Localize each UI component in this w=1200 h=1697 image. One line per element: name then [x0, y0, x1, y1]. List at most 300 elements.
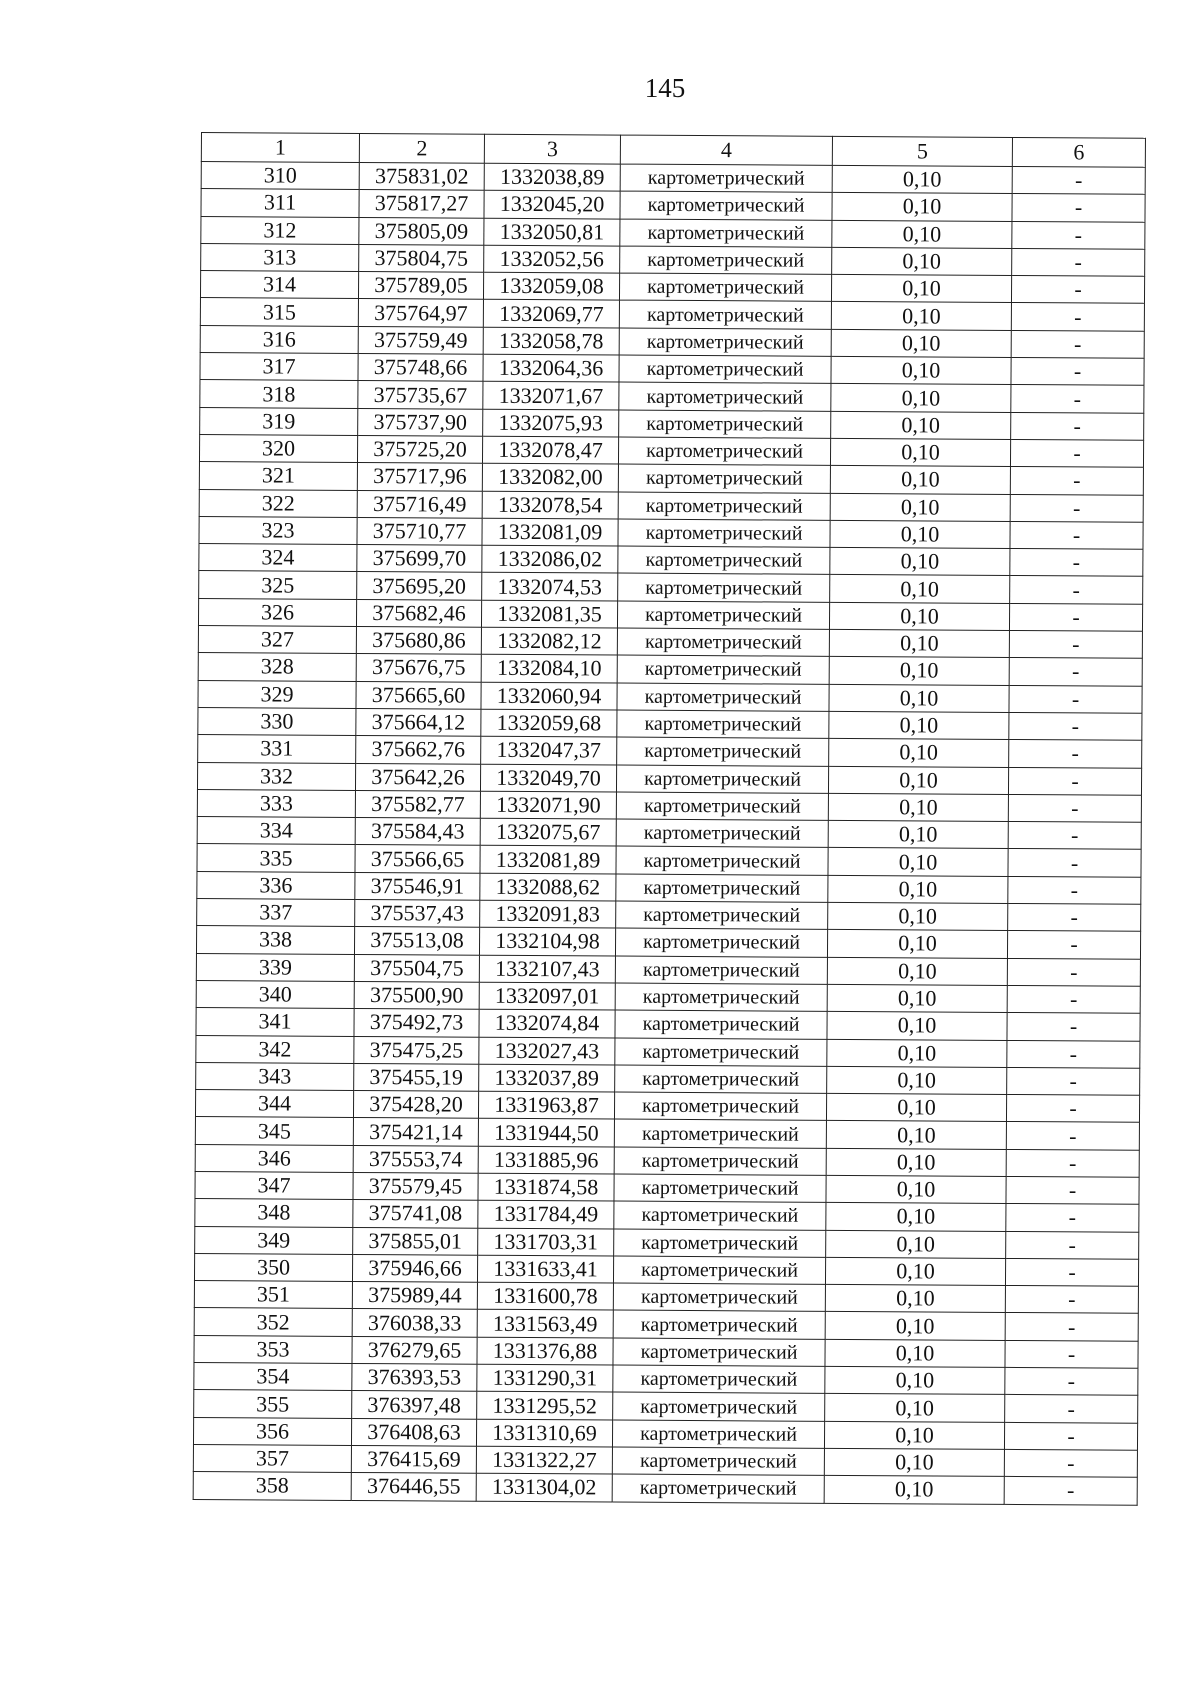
- point-number-cell: 319: [200, 407, 358, 435]
- y-coordinate-cell: 1332084,10: [481, 655, 617, 683]
- table-body: [193, 133, 1145, 1505]
- y-coordinate-cell: 1331963,87: [478, 1091, 614, 1119]
- header-cell-4: 4: [620, 135, 832, 165]
- note-cell: -: [1009, 658, 1142, 686]
- note-cell: -: [1006, 1176, 1139, 1204]
- accuracy-cell: 0,10: [831, 302, 1011, 330]
- x-coordinate-cell: 375676,75: [356, 654, 481, 682]
- note-cell: -: [1005, 1340, 1138, 1368]
- y-coordinate-cell: 1332074,53: [482, 573, 618, 601]
- y-coordinate-cell: 1331703,31: [478, 1228, 614, 1256]
- point-number-cell: 354: [194, 1363, 352, 1391]
- y-coordinate-cell: 1332060,94: [481, 682, 617, 710]
- note-cell: -: [1008, 794, 1141, 822]
- note-cell: -: [1008, 876, 1141, 904]
- method-cell: картометрический: [618, 492, 830, 521]
- x-coordinate-cell: 375748,66: [358, 354, 483, 382]
- note-cell: -: [1007, 985, 1140, 1013]
- accuracy-cell: 0,10: [824, 1476, 1004, 1504]
- y-coordinate-cell: 1331944,50: [478, 1119, 614, 1147]
- x-coordinate-cell: 375695,20: [357, 572, 482, 600]
- method-cell: картометрический: [619, 301, 831, 330]
- x-coordinate-cell: 375680,86: [356, 627, 481, 655]
- accuracy-cell: 0,10: [827, 984, 1007, 1012]
- note-cell: -: [1005, 1367, 1138, 1395]
- note-cell: -: [1010, 576, 1143, 604]
- note-cell: -: [1010, 467, 1143, 495]
- accuracy-cell: 0,10: [827, 1066, 1007, 1094]
- method-cell: картометрический: [615, 1010, 827, 1039]
- x-coordinate-cell: 376279,65: [352, 1336, 477, 1364]
- y-coordinate-cell: 1332082,12: [481, 627, 617, 655]
- method-cell: картометрический: [613, 1283, 825, 1312]
- x-coordinate-cell: 375716,49: [357, 490, 482, 518]
- accuracy-cell: 0,10: [825, 1257, 1005, 1285]
- accuracy-cell: 0,10: [825, 1394, 1005, 1422]
- y-coordinate-cell: 1332081,35: [481, 600, 617, 628]
- x-coordinate-cell: 375455,19: [354, 1063, 479, 1091]
- accuracy-cell: 0,10: [829, 739, 1009, 767]
- method-cell: картометрический: [617, 628, 829, 657]
- y-coordinate-cell: 1332071,67: [483, 382, 619, 410]
- y-coordinate-cell: 1332038,89: [484, 163, 620, 191]
- note-cell: -: [1012, 221, 1145, 249]
- coordinates-table: [193, 132, 1146, 1505]
- y-coordinate-cell: 1331563,49: [477, 1310, 613, 1338]
- point-number-cell: 346: [195, 1144, 353, 1172]
- x-coordinate-cell: 375642,26: [355, 763, 480, 791]
- method-cell: картометрический: [613, 1365, 825, 1394]
- x-coordinate-cell: 376408,63: [351, 1418, 476, 1446]
- x-coordinate-cell: 375817,27: [359, 190, 484, 218]
- y-coordinate-cell: 1332049,70: [480, 764, 616, 792]
- x-coordinate-cell: 375717,96: [357, 463, 482, 491]
- accuracy-cell: 0,10: [831, 384, 1011, 412]
- coordinates-table-container: [193, 132, 1145, 1505]
- y-coordinate-cell: 1332052,56: [484, 245, 620, 273]
- point-number-cell: 316: [200, 325, 358, 353]
- point-number-cell: 328: [198, 653, 356, 681]
- point-number-cell: 310: [201, 162, 359, 190]
- method-cell: картометрический: [612, 1420, 824, 1449]
- y-coordinate-cell: 1332107,43: [479, 955, 615, 983]
- x-coordinate-cell: 375946,66: [352, 1254, 477, 1282]
- method-cell: картометрический: [616, 846, 828, 875]
- method-cell: картометрический: [616, 765, 828, 794]
- y-coordinate-cell: 1332064,36: [483, 354, 619, 382]
- note-cell: -: [1006, 1095, 1139, 1123]
- method-cell: картометрический: [617, 601, 829, 630]
- note-cell: -: [1010, 439, 1143, 467]
- method-cell: картометрический: [619, 355, 831, 384]
- x-coordinate-cell: 375735,67: [358, 381, 483, 409]
- y-coordinate-cell: 1331310,69: [476, 1419, 612, 1447]
- method-cell: картометрический: [620, 164, 832, 193]
- method-cell: картометрический: [613, 1338, 825, 1367]
- accuracy-cell: 0,10: [826, 1148, 1006, 1176]
- accuracy-cell: 0,10: [830, 520, 1010, 548]
- note-cell: -: [1011, 303, 1144, 331]
- note-cell: -: [1005, 1313, 1138, 1341]
- point-number-cell: 314: [200, 271, 358, 299]
- note-cell: -: [1010, 549, 1143, 577]
- x-coordinate-cell: 375804,75: [359, 244, 484, 272]
- x-coordinate-cell: 375699,70: [357, 545, 482, 573]
- y-coordinate-cell: 1332081,09: [482, 518, 618, 546]
- accuracy-cell: 0,10: [829, 657, 1009, 685]
- x-coordinate-cell: 375428,20: [353, 1091, 478, 1119]
- method-cell: картометрический: [614, 1229, 826, 1258]
- accuracy-cell: 0,10: [830, 438, 1010, 466]
- note-cell: -: [1010, 494, 1143, 522]
- y-coordinate-cell: 1332091,83: [480, 900, 616, 928]
- x-coordinate-cell: 375475,25: [354, 1036, 479, 1064]
- y-coordinate-cell: 1332104,98: [479, 928, 615, 956]
- accuracy-cell: 0,10: [831, 356, 1011, 384]
- note-cell: -: [1006, 1149, 1139, 1177]
- x-coordinate-cell: 375582,77: [355, 790, 480, 818]
- accuracy-cell: 0,10: [826, 1203, 1006, 1231]
- method-cell: картометрический: [619, 382, 831, 411]
- x-coordinate-cell: 375566,65: [355, 845, 480, 873]
- point-number-cell: 324: [199, 544, 357, 572]
- method-cell: картометрический: [614, 1147, 826, 1176]
- method-cell: картометрический: [615, 1038, 827, 1067]
- y-coordinate-cell: 1332069,77: [483, 300, 619, 328]
- accuracy-cell: 0,10: [830, 466, 1010, 494]
- method-cell: картометрический: [620, 191, 832, 220]
- accuracy-cell: 0,10: [824, 1421, 1004, 1449]
- point-number-cell: 342: [196, 1035, 354, 1063]
- note-cell: -: [1007, 931, 1140, 959]
- x-coordinate-cell: 375805,09: [359, 217, 484, 245]
- point-number-cell: 332: [197, 762, 355, 790]
- x-coordinate-cell: 375546,91: [355, 872, 480, 900]
- x-coordinate-cell: 376446,55: [351, 1473, 476, 1501]
- y-coordinate-cell: 1331600,78: [477, 1282, 613, 1310]
- accuracy-cell: 0,10: [827, 1012, 1007, 1040]
- method-cell: картометрический: [613, 1392, 825, 1421]
- x-coordinate-cell: 375664,12: [356, 708, 481, 736]
- x-coordinate-cell: 375831,02: [359, 162, 484, 190]
- point-number-cell: 341: [196, 1008, 354, 1036]
- y-coordinate-cell: 1332027,43: [479, 1037, 615, 1065]
- method-cell: картометрический: [620, 246, 832, 275]
- x-coordinate-cell: 375710,77: [357, 517, 482, 545]
- accuracy-cell: 0,10: [825, 1285, 1005, 1313]
- y-coordinate-cell: 1331290,31: [477, 1364, 613, 1392]
- accuracy-cell: 0,10: [826, 1175, 1006, 1203]
- y-coordinate-cell: 1332059,68: [481, 709, 617, 737]
- x-coordinate-cell: 375989,44: [352, 1282, 477, 1310]
- y-coordinate-cell: 1332050,81: [484, 218, 620, 246]
- point-number-cell: 320: [199, 434, 357, 462]
- x-coordinate-cell: 376397,48: [352, 1391, 477, 1419]
- method-cell: картометрический: [613, 1256, 825, 1285]
- accuracy-cell: 0,10: [825, 1339, 1005, 1367]
- accuracy-cell: 0,10: [832, 165, 1012, 193]
- point-number-cell: 336: [197, 871, 355, 899]
- point-number-cell: 315: [200, 298, 358, 326]
- y-coordinate-cell: 1332088,62: [480, 873, 616, 901]
- accuracy-cell: 0,10: [832, 247, 1012, 275]
- method-cell: картометрический: [618, 464, 830, 493]
- method-cell: картометрический: [615, 1065, 827, 1094]
- note-cell: -: [1009, 685, 1142, 713]
- method-cell: картометрический: [616, 901, 828, 930]
- accuracy-cell: 0,10: [827, 1039, 1007, 1067]
- accuracy-cell: 0,10: [828, 793, 1008, 821]
- method-cell: картометрический: [619, 328, 831, 357]
- accuracy-cell: 0,10: [825, 1312, 1005, 1340]
- note-cell: -: [1012, 248, 1145, 276]
- point-number-cell: 348: [195, 1199, 353, 1227]
- note-cell: -: [1004, 1422, 1137, 1450]
- y-coordinate-cell: 1332075,67: [480, 818, 616, 846]
- accuracy-cell: 0,10: [830, 548, 1010, 576]
- accuracy-cell: 0,10: [824, 1448, 1004, 1476]
- method-cell: картометрический: [615, 928, 827, 957]
- note-cell: -: [1007, 1040, 1140, 1068]
- x-coordinate-cell: 375682,46: [356, 599, 481, 627]
- accuracy-cell: 0,10: [829, 629, 1009, 657]
- y-coordinate-cell: 1331322,27: [476, 1446, 612, 1474]
- method-cell: картометрический: [614, 1201, 826, 1230]
- point-number-cell: 335: [197, 844, 355, 872]
- y-coordinate-cell: 1332071,90: [480, 791, 616, 819]
- method-cell: картометрический: [618, 437, 830, 466]
- page-number: 145: [644, 73, 686, 103]
- point-number-cell: 323: [199, 516, 357, 544]
- x-coordinate-cell: 375504,75: [354, 954, 479, 982]
- point-number-cell: 338: [196, 926, 354, 954]
- x-coordinate-cell: 376038,33: [352, 1309, 477, 1337]
- point-number-cell: 349: [195, 1226, 353, 1254]
- y-coordinate-cell: 1331295,52: [477, 1392, 613, 1420]
- accuracy-cell: 0,10: [826, 1093, 1006, 1121]
- x-coordinate-cell: 375741,08: [353, 1200, 478, 1228]
- point-number-cell: 343: [196, 1062, 354, 1090]
- y-coordinate-cell: 1332074,84: [479, 1009, 615, 1037]
- method-cell: картометрический: [618, 574, 830, 603]
- point-number-cell: 329: [198, 680, 356, 708]
- point-number-cell: 318: [200, 380, 358, 408]
- x-coordinate-cell: 376415,69: [351, 1445, 476, 1473]
- point-number-cell: 313: [201, 243, 359, 271]
- note-cell: -: [1009, 740, 1142, 768]
- note-cell: -: [1008, 849, 1141, 877]
- point-number-cell: 331: [198, 735, 356, 763]
- note-cell: -: [1010, 521, 1143, 549]
- x-coordinate-cell: 375662,76: [356, 736, 481, 764]
- note-cell: -: [1006, 1231, 1139, 1259]
- method-cell: картометрический: [618, 546, 830, 575]
- method-cell: картометрический: [612, 1447, 824, 1476]
- accuracy-cell: 0,10: [831, 275, 1011, 303]
- note-cell: -: [1007, 1013, 1140, 1041]
- point-number-cell: 325: [199, 571, 357, 599]
- x-coordinate-cell: 375764,97: [358, 299, 483, 327]
- point-number-cell: 322: [199, 489, 357, 517]
- method-cell: картометрический: [613, 1311, 825, 1340]
- header-cell-3: 3: [484, 134, 620, 164]
- note-cell: -: [1004, 1449, 1137, 1477]
- y-coordinate-cell: 1331633,41: [477, 1255, 613, 1283]
- note-cell: -: [1006, 1122, 1139, 1150]
- point-number-cell: 317: [200, 353, 358, 381]
- point-number-cell: 350: [194, 1253, 352, 1281]
- accuracy-cell: 0,10: [828, 820, 1008, 848]
- method-cell: картометрический: [615, 983, 827, 1012]
- method-cell: картометрический: [616, 792, 828, 821]
- point-number-cell: 330: [198, 707, 356, 735]
- x-coordinate-cell: 375789,05: [358, 272, 483, 300]
- y-coordinate-cell: 1331784,49: [478, 1200, 614, 1228]
- point-number-cell: 353: [194, 1335, 352, 1363]
- note-cell: -: [1007, 1067, 1140, 1095]
- method-cell: картометрический: [619, 410, 831, 439]
- point-number-cell: 344: [195, 1090, 353, 1118]
- method-cell: картометрический: [617, 710, 829, 739]
- x-coordinate-cell: 375759,49: [358, 326, 483, 354]
- note-cell: -: [1008, 903, 1141, 931]
- note-cell: -: [1009, 712, 1142, 740]
- note-cell: -: [1008, 822, 1141, 850]
- x-coordinate-cell: 375421,14: [353, 1118, 478, 1146]
- y-coordinate-cell: 1332082,00: [482, 463, 618, 491]
- point-number-cell: 347: [195, 1171, 353, 1199]
- method-cell: картометрический: [616, 874, 828, 903]
- method-cell: картометрический: [617, 737, 829, 766]
- point-number-cell: 340: [196, 980, 354, 1008]
- method-cell: картометрический: [614, 1174, 826, 1203]
- method-cell: картометрический: [614, 1119, 826, 1148]
- y-coordinate-cell: 1331885,96: [478, 1146, 614, 1174]
- note-cell: -: [1005, 1395, 1138, 1423]
- accuracy-cell: 0,10: [831, 329, 1011, 357]
- accuracy-cell: 0,10: [827, 957, 1007, 985]
- y-coordinate-cell: 1332086,02: [482, 545, 618, 573]
- point-number-cell: 357: [193, 1444, 351, 1472]
- note-cell: -: [1008, 767, 1141, 795]
- note-cell: -: [1012, 194, 1145, 222]
- y-coordinate-cell: 1332075,93: [483, 409, 619, 437]
- point-number-cell: 311: [201, 189, 359, 217]
- note-cell: -: [1011, 276, 1144, 304]
- x-coordinate-cell: 376393,53: [352, 1364, 477, 1392]
- note-cell: -: [1007, 958, 1140, 986]
- note-cell: -: [1009, 630, 1142, 658]
- point-number-cell: 326: [198, 598, 356, 626]
- note-cell: -: [1009, 603, 1142, 631]
- y-coordinate-cell: 1332081,89: [480, 846, 616, 874]
- y-coordinate-cell: 1332078,47: [482, 436, 618, 464]
- method-cell: картометрический: [618, 519, 830, 548]
- point-number-cell: 339: [196, 953, 354, 981]
- accuracy-cell: 0,10: [829, 684, 1009, 712]
- method-cell: картометрический: [617, 683, 829, 712]
- accuracy-cell: 0,10: [827, 930, 1007, 958]
- point-number-cell: 358: [193, 1472, 351, 1500]
- point-number-cell: 352: [194, 1308, 352, 1336]
- header-cell-5: 5: [832, 136, 1012, 166]
- accuracy-cell: 0,10: [826, 1230, 1006, 1258]
- method-cell: картометрический: [614, 1092, 826, 1121]
- y-coordinate-cell: 1332058,78: [483, 327, 619, 355]
- x-coordinate-cell: 375725,20: [357, 435, 482, 463]
- header-cell-1: 1: [201, 133, 359, 163]
- method-cell: картометрический: [612, 1474, 824, 1503]
- method-cell: картометрический: [615, 956, 827, 985]
- method-cell: картометрический: [616, 819, 828, 848]
- note-cell: -: [1006, 1204, 1139, 1232]
- table-row: [193, 1472, 1137, 1505]
- point-number-cell: 333: [197, 789, 355, 817]
- accuracy-cell: 0,10: [831, 411, 1011, 439]
- y-coordinate-cell: 1331304,02: [476, 1473, 612, 1501]
- point-number-cell: 327: [198, 626, 356, 654]
- accuracy-cell: 0,10: [826, 1121, 1006, 1149]
- accuracy-cell: 0,10: [828, 848, 1008, 876]
- y-coordinate-cell: 1332045,20: [484, 191, 620, 219]
- point-number-cell: 351: [194, 1281, 352, 1309]
- accuracy-cell: 0,10: [832, 220, 1012, 248]
- point-number-cell: 345: [195, 1117, 353, 1145]
- note-cell: -: [1011, 412, 1144, 440]
- x-coordinate-cell: 375492,73: [354, 1009, 479, 1037]
- point-number-cell: 321: [199, 462, 357, 490]
- y-coordinate-cell: 1332078,54: [482, 491, 618, 519]
- accuracy-cell: 0,10: [829, 711, 1009, 739]
- x-coordinate-cell: 375513,08: [354, 927, 479, 955]
- y-coordinate-cell: 1332059,08: [483, 272, 619, 300]
- x-coordinate-cell: 375500,90: [354, 981, 479, 1009]
- accuracy-cell: 0,10: [828, 902, 1008, 930]
- accuracy-cell: 0,10: [830, 575, 1010, 603]
- method-cell: картометрический: [619, 273, 831, 302]
- accuracy-cell: 0,10: [825, 1366, 1005, 1394]
- note-cell: -: [1004, 1477, 1137, 1505]
- y-coordinate-cell: 1332037,89: [479, 1064, 615, 1092]
- x-coordinate-cell: 375855,01: [353, 1227, 478, 1255]
- point-number-cell: 337: [197, 899, 355, 927]
- note-cell: -: [1011, 358, 1144, 386]
- method-cell: картометрический: [617, 655, 829, 684]
- point-number-cell: 312: [201, 216, 359, 244]
- header-cell-6: 6: [1012, 137, 1145, 167]
- x-coordinate-cell: 375665,60: [356, 681, 481, 709]
- accuracy-cell: 0,10: [832, 193, 1012, 221]
- y-coordinate-cell: 1331874,58: [478, 1173, 614, 1201]
- point-number-cell: 355: [194, 1390, 352, 1418]
- x-coordinate-cell: 375737,90: [358, 408, 483, 436]
- note-cell: -: [1011, 385, 1144, 413]
- x-coordinate-cell: 375553,74: [353, 1145, 478, 1173]
- note-cell: -: [1012, 166, 1145, 194]
- note-cell: -: [1005, 1258, 1138, 1286]
- x-coordinate-cell: 375579,45: [353, 1172, 478, 1200]
- y-coordinate-cell: 1332097,01: [479, 982, 615, 1010]
- x-coordinate-cell: 375584,43: [355, 818, 480, 846]
- method-cell: картометрический: [620, 219, 832, 248]
- x-coordinate-cell: 375537,43: [355, 899, 480, 927]
- point-number-cell: 334: [197, 817, 355, 845]
- y-coordinate-cell: 1332047,37: [481, 736, 617, 764]
- header-cell-2: 2: [359, 133, 484, 163]
- accuracy-cell: 0,10: [829, 602, 1009, 630]
- accuracy-cell: 0,10: [828, 766, 1008, 794]
- note-cell: -: [1011, 330, 1144, 358]
